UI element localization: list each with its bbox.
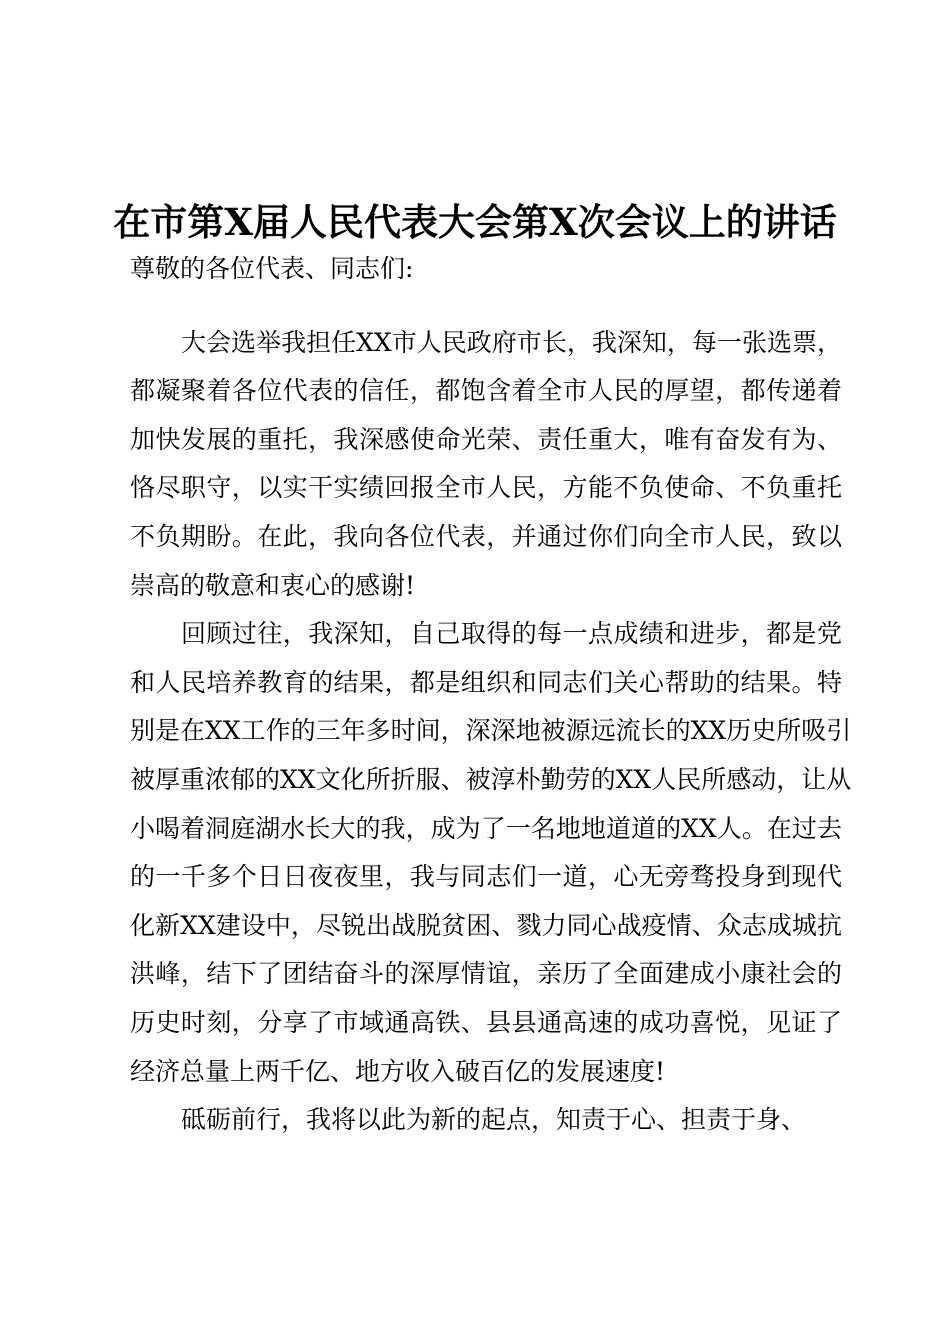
paragraph-line: 崇高的敬意和衷心的感谢! [130, 570, 416, 600]
paragraph-line: 的一千多个日日夜夜里，我与同志们一道，心无旁骛投身到现代 [130, 862, 842, 892]
paragraph-line: 加快发展的重托，我深感使命光荣、责任重大，唯有奋发有为、 [130, 424, 842, 454]
paragraph-line: 回顾过往，我深知，自己取得的每一点成绩和进步，都是党 [181, 619, 842, 649]
paragraph-line: 被厚重浓郁的XX文化所折服、被淳朴勤劳的XX人民所感动，让从 [130, 764, 852, 794]
paragraph-1 [130, 319, 842, 611]
paragraph-line: 历史时刻，分享了市域通高铁、县县通高速的成功喜悦，见证了 [130, 1007, 842, 1037]
paragraph-line: 别是在XX工作的三年多时间，深深地被源远流长的XX历史所吸引 [130, 716, 852, 746]
paragraph-line: 恪尽职守，以实干实绩回报全市人民，方能不负使命、不负重托 [130, 473, 842, 503]
document-title: 在市第X届人民代表大会第X次会议上的讲话 [113, 200, 837, 244]
document-body [130, 245, 852, 1145]
paragraph-line: 经济总量上两千亿、地方收入破百亿的发展速度! [130, 1056, 666, 1086]
paragraph-line: 洪峰，结下了团结奋斗的深厚情谊，亲历了全面建成小康社会的 [130, 959, 842, 989]
paragraph-line: 和人民培养教育的结果，都是组织和同志们关心帮助的结果。特 [130, 667, 842, 697]
paragraph-line: 大会选举我担任XX市人民政府市长，我深知，每一张选票， [181, 327, 842, 357]
paragraph-2 [130, 610, 852, 1096]
paragraph-line: 不负期盼。在此，我向各位代表，并通过你们向全市人民，致以 [130, 521, 842, 551]
paragraph-3 [130, 1096, 842, 1145]
paragraph-line: 化新XX建设中，尽锐出战脱贫困、戮力同心战疫情、众志成城抗 [130, 910, 842, 940]
greeting: 尊敬的各位代表、同志们: [130, 254, 414, 283]
paragraph-line: 砥砺前行，我将以此为新的起点，知责于心、担责于身、 [181, 1105, 807, 1135]
paragraph-line: 小喝着洞庭湖水长大的我，成为了一名地地道道的XX人。在过去 [130, 813, 842, 843]
paragraph-line: 都凝聚着各位代表的信任，都饱含着全市人民的厚望，都传递着 [130, 376, 842, 406]
